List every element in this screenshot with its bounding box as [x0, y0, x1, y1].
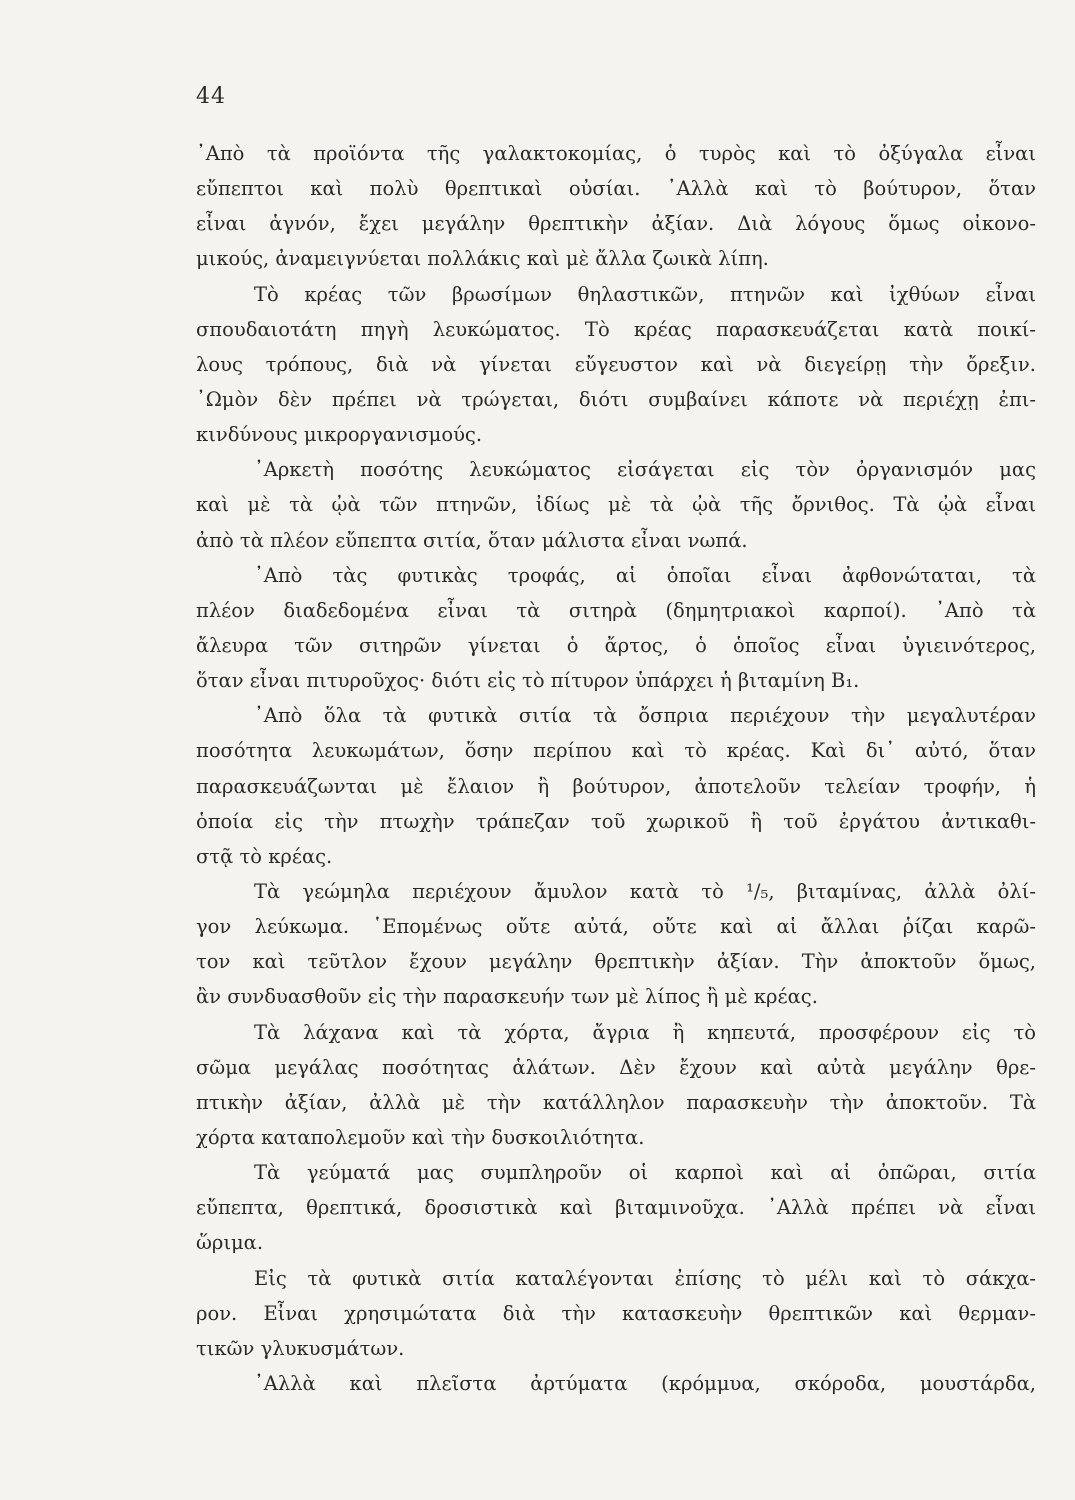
text-line: ἂν συνδυασθοῦν εἰς τὴν παρασκευήν των μὲ λίπος ἢ μὲ κρέας. — [196, 985, 818, 1009]
text-line: ὥριμα. — [196, 1231, 264, 1255]
text-line: πλέον διαδεδομένα εἶναι τὰ σιτηρὰ (δημητριακοὶ καρποί). ᾿Απὸ τὰ — [196, 598, 1036, 622]
text-line: ᾿Απὸ τὰς φυτικὰς τροφάς, αἱ ὁποῖαι εἶναι ἀφθονώταται, τὰ — [254, 563, 1036, 587]
text-line: τικῶν γλυκυσμάτων. — [196, 1336, 405, 1360]
text-line: εὔπεπτα, θρεπτικά, δροσιστικὰ καὶ βιταμινοῦχα. ᾿Αλλὰ πρέπει νὰ εἶναι — [196, 1196, 1036, 1220]
text-line: σῶμα μεγάλας ποσότητας ἁλάτων. Δὲν ἔχουν καὶ αὐτὰ μεγάλην θρε- — [196, 1055, 1036, 1079]
text-line: ᾿Απὸ ὅλα τὰ φυτικὰ σιτία τὰ ὄσπρια περιέχουν τὴν μεγαλυτέραν — [254, 704, 1036, 728]
text-line: ἀπὸ τὰ πλέον εὔπεπτα σιτία, ὅταν μάλιστα εἶναι νωπά. — [196, 528, 748, 552]
text-line: εἶναι ἁγνόν, ἔχει μεγάλην θρεπτικὴν ἀξίαν. Διὰ λόγους ὅμως οἰκονο- — [196, 212, 1036, 236]
page-number: 44 — [196, 84, 226, 109]
text-line: ποσότητα λευκωμάτων, ὅσην περίπου καὶ τὸ κρέας. Καὶ δι᾿ αὐτό, ὅταν — [196, 739, 1036, 763]
text-line: ὁποία εἰς τὴν πτωχὴν τράπεζαν τοῦ χωρικοῦ ἢ τοῦ ἐργάτου ἀντικαθι- — [196, 809, 1036, 833]
text-line: μικούς, ἀναμειγνύεται πολλάκις καὶ μὲ ἄλλα ζωικὰ λίπη. — [196, 247, 769, 271]
text-line: σπουδαιοτάτη πηγὴ λευκώματος. Τὸ κρέας παρασκευάζεται κατὰ ποικί- — [196, 317, 1036, 341]
text-line: Τὰ λάχανα καὶ τὰ χόρτα, ἄγρια ἢ κηπευτά, προσφέρουν εἰς τὸ — [254, 1020, 1036, 1044]
text-line: ρον. Εἶναι χρησιμώτατα διὰ τὴν κατασκευὴν θρεπτικῶν καὶ θερμαν- — [196, 1301, 1036, 1325]
text-line: στᾷ τὸ κρέας. — [196, 844, 333, 868]
text-line: πτικὴν ἀξίαν, ἀλλὰ μὲ τὴν κατάλληλον παρασκευὴν τὴν ἀποκτοῦν. Τὰ — [196, 1090, 1036, 1114]
text-line: Τὰ γεώμηλα περιέχουν ἄμυλον κατὰ τὸ ¹/₅, βιταμίνας, ἀλλὰ ὀλί- — [254, 879, 1036, 903]
text-line: λους τρόπους, διὰ νὰ γίνεται εὔγευστον καὶ νὰ διεγείρῃ τὴν ὄρεξιν. — [196, 352, 1036, 376]
text-line: κινδύνους μικροργανισμούς. — [196, 423, 483, 447]
text-line: γον λεύκωμα. ῾Επομένως οὔτε αὐτά, οὔτε καὶ αἱ ἄλλαι ῥίζαι καρῶ- — [196, 915, 1036, 939]
text-line: ᾿Απὸ τὰ προϊόντα τῆς γαλακτοκομίας, ὁ τυρὸς καὶ τὸ ὀξύγαλα εἶναι — [196, 142, 1036, 165]
text-line: ὅταν εἶναι πιτυροῦχος· διότι εἰς τὸ πίτυρον ὑπάρχει ἡ βιταμίνη B₁. — [196, 669, 860, 693]
text-line: Τὸ κρέας τῶν βρωσίμων θηλαστικῶν, πτηνῶν καὶ ἰχθύων εἶναι — [254, 282, 1036, 306]
text-line: ᾿Ωμὸν δὲν πρέπει νὰ τρώγεται, διότι συμβαίνει κάποτε νὰ περιέχῃ ἐπι- — [196, 387, 1036, 411]
text-line: Εἰς τὰ φυτικὰ σιτία καταλέγονται ἐπίσης τὸ μέλι καὶ τὸ σάκχα- — [254, 1266, 1036, 1290]
text-line: εὔπεπτοι καὶ πολὺ θρεπτικαὶ οὐσίαι. ᾿Αλλὰ καὶ τὸ βούτυρον, ὅταν — [196, 177, 1036, 201]
text-line: χόρτα καταπολεμοῦν καὶ τὴν δυσκοιλιότητα. — [196, 1125, 645, 1149]
body-text — [196, 136, 1036, 1401]
text-line: παρασκευάζωνται μὲ ἔλαιον ἢ βούτυρον, ἀποτελοῦν τελείαν τροφήν, ἡ — [196, 774, 1036, 798]
text-line: Τὰ γεύματά μας συμπληροῦν οἱ καρποὶ καὶ αἱ ὀπῶραι, σιτία — [254, 1161, 1036, 1185]
text-line: ἄλευρα τῶν σιτηρῶν γίνεται ὁ ἄρτος, ὁ ὁποῖος εἶναι ὑγιεινότερος, — [196, 633, 1036, 657]
text-line: ᾿Αρκετὴ ποσότης λευκώματος εἰσάγεται εἰς τὸν ὀργανισμόν μας — [254, 458, 1036, 482]
text-line: καὶ μὲ τὰ ᾠὰ τῶν πτηνῶν, ἰδίως μὲ τὰ ᾠὰ τῆς ὄρνιθος. Τὰ ᾠὰ εἶναι — [196, 493, 1036, 517]
text-line: τον καὶ τεῦτλον ἔχουν μεγάλην θρεπτικὴν ἀξίαν. Τὴν ἀποκτοῦν ὅμως, — [196, 950, 1036, 974]
text-line: ᾿Αλλὰ καὶ πλεῖστα ἀρτύματα (κρόμμυα, σκόροδα, μουστάρδα, — [254, 1371, 1036, 1395]
